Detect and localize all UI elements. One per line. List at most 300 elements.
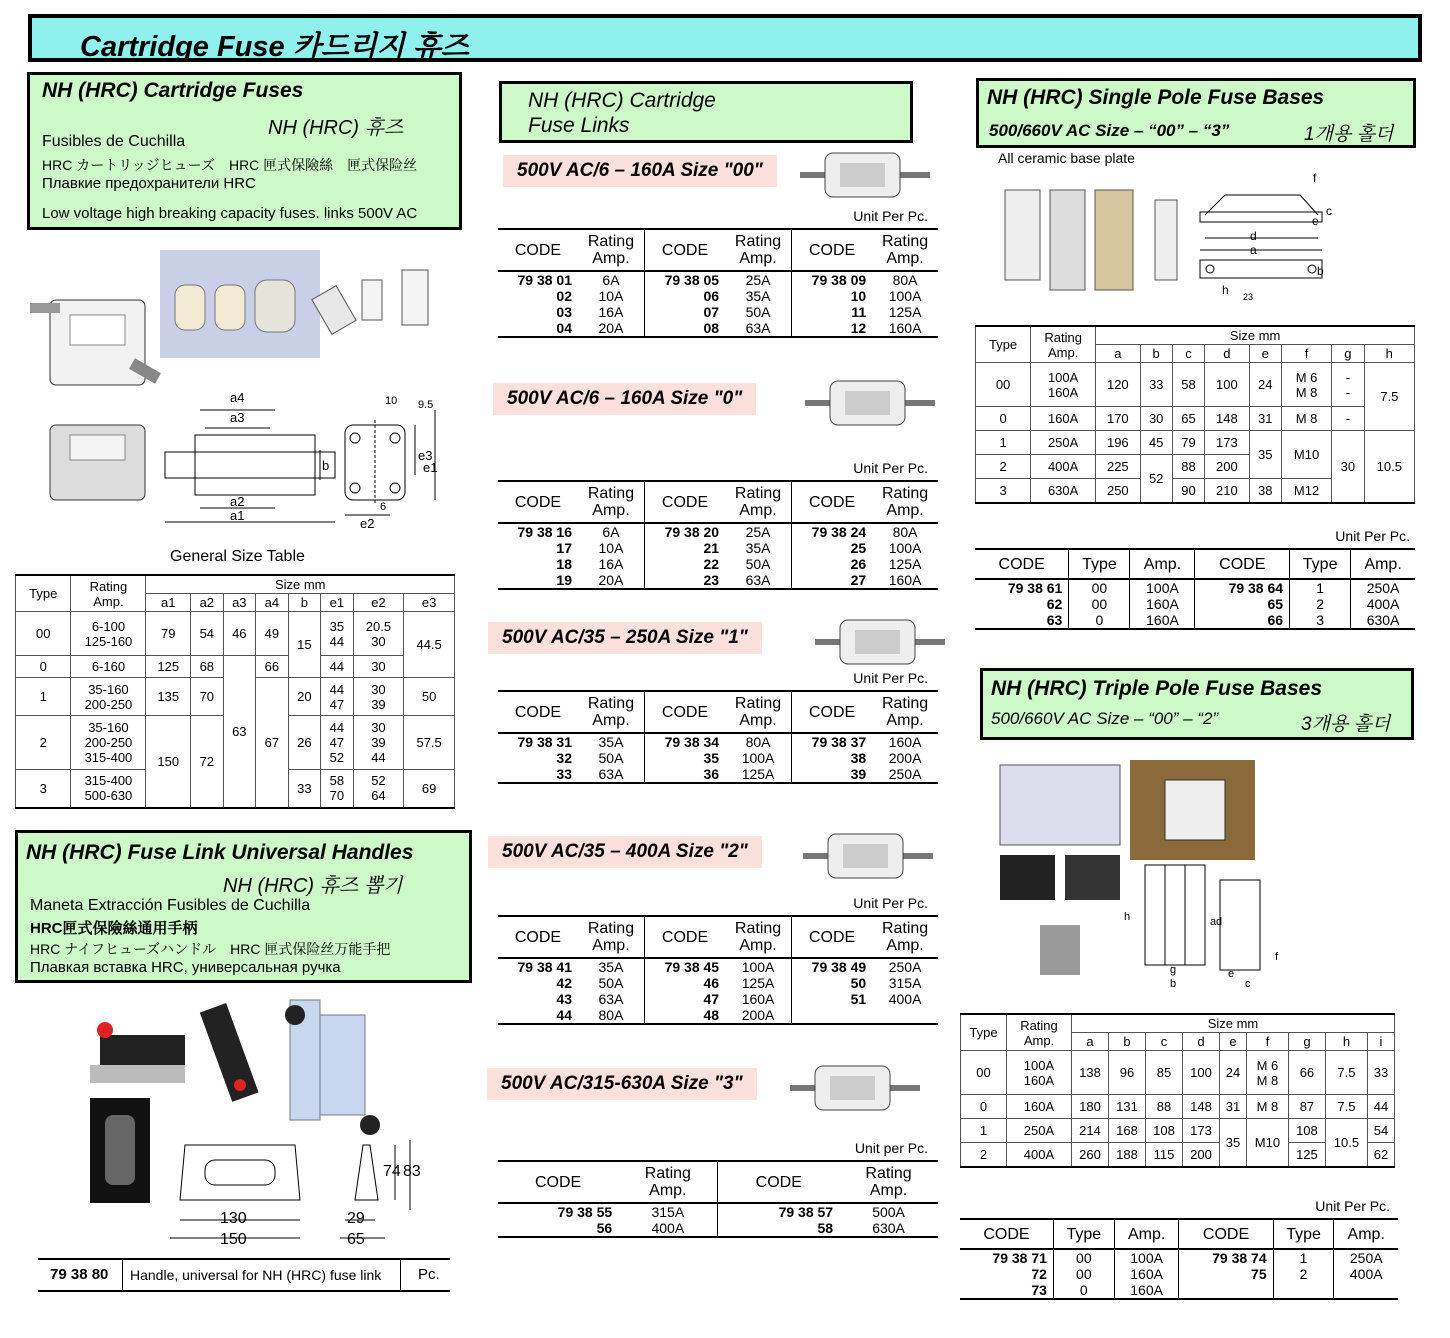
code-cell: 72 <box>1031 1266 1047 1282</box>
size-label: 500V AC/6 – 160A Size "00" <box>503 155 777 187</box>
base-dimension-drawing <box>1124 865 1279 990</box>
cell: 58 <box>1172 363 1204 407</box>
th-code: CODE <box>498 691 578 733</box>
code-cell: 62 <box>1046 596 1063 612</box>
cell: 52 <box>1140 455 1172 503</box>
table-row <box>960 1249 1398 1266</box>
cell: M 8 <box>1281 407 1331 431</box>
cell: 135 <box>146 678 191 716</box>
code-cell: 06 <box>644 288 725 304</box>
cell: 6-160 <box>71 656 146 678</box>
th-rating-line: Rating <box>881 233 929 250</box>
type-cell: 2 <box>1273 1266 1334 1282</box>
th-rating <box>578 229 644 271</box>
single-pole-title: NH (HRC) Single Pole Fuse Bases <box>987 86 1325 109</box>
cell: M 6 M 8 <box>1246 1051 1288 1095</box>
cell: 44.5 <box>404 612 455 678</box>
cell: 88 <box>1145 1095 1182 1119</box>
cell: 214 <box>1071 1119 1108 1143</box>
dim-label: 83 <box>403 1163 421 1180</box>
dim-label: c <box>1245 978 1251 990</box>
triple-pole-subtitle: 500/660V AC Size – “00” – “2” <box>991 709 1219 728</box>
th-rating-line: Rating <box>587 233 635 250</box>
cell: 7.5 <box>1325 1095 1367 1119</box>
code-cell: 79 38 41 <box>517 959 572 975</box>
cell: 46 <box>223 612 256 656</box>
th-rating <box>725 916 791 958</box>
table-row <box>498 523 938 540</box>
cell: 20.5 30 <box>353 612 404 656</box>
cell: 31 <box>1249 407 1281 431</box>
unit-label: Unit Per Pc. <box>853 208 928 224</box>
table-row <box>976 431 1415 455</box>
th-order: CODE <box>1179 1219 1273 1249</box>
th-rating <box>872 481 938 523</box>
dim-label: e1 <box>423 460 438 475</box>
base-photo <box>1040 925 1080 975</box>
handles-box <box>15 830 472 983</box>
code-cell: 11 <box>792 304 873 320</box>
code-cell: 79 38 24 <box>792 523 873 540</box>
code-cell: 79 38 74 <box>1179 1249 1273 1266</box>
amp-cell: 250A <box>1334 1249 1398 1266</box>
th-order: Type <box>1069 549 1130 579</box>
th-col: a2 <box>191 594 224 612</box>
table-row <box>960 1282 1398 1299</box>
cell: 250A <box>1006 1119 1071 1143</box>
th-col: c <box>1145 1033 1182 1051</box>
th-code: CODE <box>498 229 578 271</box>
amp-cell: 160A <box>1114 1282 1179 1299</box>
cell: 62 <box>1367 1143 1394 1167</box>
th-order: Amp. <box>1114 1219 1179 1249</box>
cell: 30 <box>1332 431 1364 503</box>
cell: 00 <box>961 1051 1007 1095</box>
cell: 30 39 <box>353 678 404 716</box>
code-cell: 56 <box>498 1220 618 1237</box>
code-cell: 10 <box>792 288 873 304</box>
code-cell: 38 <box>792 750 873 766</box>
dim-label: 74 <box>383 1163 401 1180</box>
type-cell <box>1273 1282 1334 1299</box>
amp-cell: 250A <box>872 766 938 783</box>
th-type: Type <box>976 326 1031 363</box>
amp-cell: 315A <box>888 975 922 991</box>
code-cell: 18 <box>556 556 572 572</box>
code-cell <box>1179 1282 1273 1299</box>
base-photo <box>1000 765 1120 845</box>
code-cell: 63 <box>975 612 1069 629</box>
th-col: h <box>1364 345 1414 363</box>
cell: 72 <box>191 716 224 808</box>
cell: M10 <box>1281 431 1331 479</box>
amp-cell: 80A <box>578 1007 644 1024</box>
th-rating-line: Amp. <box>869 1182 908 1199</box>
base-photo <box>1095 190 1133 290</box>
dim-label: g <box>1170 964 1177 976</box>
order-table <box>960 1218 1398 1300</box>
base-photo <box>1000 855 1055 900</box>
amp-cell: 25A <box>745 524 771 540</box>
cell: 6-100 125-160 <box>71 612 146 656</box>
th-type: Type <box>961 1014 1007 1051</box>
th-rating: Rating Amp. <box>71 575 146 612</box>
amp-cell: 80A <box>892 272 918 288</box>
cell: 45 <box>1140 431 1172 455</box>
amp-cell: 35A <box>598 734 624 750</box>
th-col: a4 <box>256 594 289 612</box>
th-order: CODE <box>1195 549 1290 579</box>
dim-label: b <box>1170 978 1177 990</box>
size-label: 500V AC/35 – 400A Size "2" <box>488 836 762 868</box>
table-row <box>498 958 938 975</box>
th-size: Size mm <box>1096 326 1415 345</box>
single-pole-unit: Unit Per Pc. <box>1335 528 1410 544</box>
code-cell: 58 <box>718 1220 839 1237</box>
cell: 7.5 <box>1364 363 1414 431</box>
cell: 66 <box>1288 1051 1325 1095</box>
amp-cell: 10A <box>598 540 624 556</box>
amp-cell <box>872 1007 938 1024</box>
dim-label: a4 <box>230 390 245 405</box>
unit-label: Unit Per Pc. <box>853 895 928 911</box>
cell: 630A <box>1031 479 1096 503</box>
code-cell: 35 <box>644 750 725 766</box>
dim-label: 150 <box>220 1231 247 1248</box>
th-code: CODE <box>792 691 873 733</box>
amp-cell: 100A <box>741 959 775 975</box>
cell: 38 <box>1249 479 1281 503</box>
code-cell: 79 38 61 <box>1007 580 1063 596</box>
amp-cell: 50A <box>598 750 624 766</box>
amp-cell: 160A <box>1130 612 1195 629</box>
code-cell: 79 38 57 <box>718 1203 839 1220</box>
th-order: Amp. <box>1351 549 1415 579</box>
dim-label: a <box>1210 916 1217 928</box>
fuse-link-table <box>498 480 938 590</box>
th-code: CODE <box>792 229 873 271</box>
cell: 24 <box>1219 1051 1246 1095</box>
th-col: e <box>1249 345 1281 363</box>
cell: 69 <box>404 770 455 808</box>
th-size: Size mm <box>1071 1014 1394 1033</box>
th-rating-line: Rating <box>644 1165 691 1182</box>
cell: 180 <box>1071 1095 1108 1119</box>
cell: 1 <box>976 431 1031 455</box>
dim-label: b <box>322 458 330 473</box>
th-rating <box>725 691 791 733</box>
cell: 120 <box>1096 363 1140 407</box>
cell: 58 70 <box>321 770 354 808</box>
th-rating-line: Amp. <box>592 502 630 519</box>
th-rating <box>725 229 791 271</box>
th-order: Type <box>1290 549 1351 579</box>
fuse-links-title: NH (HRC) Cartridge <box>528 89 716 112</box>
handles-line: Maneta Extracción Fusibles de Cuchilla <box>30 897 311 914</box>
cell: 210 <box>1205 479 1249 503</box>
th-col: h <box>1325 1033 1367 1051</box>
code-cell: 42 <box>556 975 572 991</box>
cell: 2 <box>16 716 71 770</box>
table-row <box>498 556 938 572</box>
table-row <box>498 572 938 589</box>
th-order: Type <box>1053 1219 1114 1249</box>
code-cell <box>792 1007 873 1024</box>
cell: 2 <box>976 455 1031 479</box>
th-order: Amp. <box>1130 549 1195 579</box>
handle-photo <box>90 1022 185 1083</box>
cell: 33 <box>1140 363 1172 407</box>
handles-subtitle: NH (HRC) 휴즈 뽑기 <box>223 875 403 897</box>
dim-label: d <box>1216 916 1223 928</box>
th-code: CODE <box>498 1161 618 1203</box>
cell: 96 <box>1108 1051 1145 1095</box>
dim-label: 23 <box>1243 292 1254 302</box>
cell: 260 <box>1071 1143 1108 1167</box>
cell: 100 <box>1182 1051 1219 1095</box>
table-row <box>975 612 1415 629</box>
amp-cell: 400A <box>888 991 922 1007</box>
unit-label: Unit Per Pc. <box>853 670 928 686</box>
cell: 15 <box>288 612 321 678</box>
th-rating-line: Rating <box>734 233 782 250</box>
code-cell: 50 <box>792 975 873 991</box>
unit-label: Unit per Pc. <box>854 1140 928 1156</box>
code-cell: 79 38 09 <box>792 271 873 288</box>
header-bar <box>28 14 1422 62</box>
code-cell: 22 <box>644 556 725 572</box>
cell: 63 <box>223 656 256 808</box>
table-row <box>960 1266 1398 1282</box>
code-cell: 79 38 64 <box>1195 579 1290 596</box>
dim-label: h <box>1222 283 1229 297</box>
amp-cell: 100A <box>1130 579 1195 596</box>
amp-cell: 63A <box>725 572 791 589</box>
code-cell: 08 <box>644 320 725 337</box>
table-row <box>498 766 938 783</box>
cell: 68 <box>191 656 224 678</box>
code-cell: 79 38 20 <box>644 523 725 540</box>
type-cell: 0 <box>1069 612 1130 629</box>
cartridge-fuses-subtitle: NH (HRC) 휴즈 <box>268 117 404 139</box>
cell: 85 <box>1145 1051 1182 1095</box>
handle-photo <box>200 1003 259 1102</box>
type-cell: 0 <box>1053 1282 1114 1299</box>
code-cell: 79 38 01 <box>517 272 572 288</box>
code-cell: 19 <box>498 572 578 589</box>
code-cell: 79 38 05 <box>644 271 725 288</box>
code-cell: 48 <box>644 1007 725 1024</box>
amp-cell: 100A <box>888 288 922 304</box>
amp-cell: 160A <box>888 734 922 750</box>
handles-title: NH (HRC) Fuse Link Universal Handles <box>26 841 414 864</box>
code-cell: 21 <box>644 540 725 556</box>
th-code: CODE <box>498 916 578 958</box>
base-photo <box>1005 190 1040 280</box>
cell: 10.5 <box>1364 431 1414 503</box>
cell: 125 <box>1288 1143 1325 1167</box>
handle-unit: Pc. <box>418 1266 440 1283</box>
th-type: Type <box>16 575 71 612</box>
fuse-link-photo <box>800 145 930 205</box>
th-col: e3 <box>404 594 455 612</box>
table-row <box>498 750 938 766</box>
table-row <box>498 271 938 288</box>
cell: M 8 <box>1246 1095 1288 1119</box>
amp-cell: 400A <box>618 1220 718 1237</box>
th-col: e <box>1219 1033 1246 1051</box>
fuse-link-photo <box>815 612 945 672</box>
type-cell: 00 <box>1069 596 1130 612</box>
amp-cell: 100A <box>1114 1249 1179 1266</box>
amp-cell: 20A <box>578 572 644 589</box>
table-row <box>498 991 938 1007</box>
cell: 0 <box>976 407 1031 431</box>
cell: 131 <box>1108 1095 1145 1119</box>
th-rating <box>578 481 644 523</box>
th-rating: Rating Amp. <box>1006 1014 1071 1051</box>
fuse-link-table <box>498 1160 938 1238</box>
cartridge-fuses-line: Плавкие предохранители HRC <box>42 175 256 192</box>
cell: 57.5 <box>404 716 455 770</box>
code-cell: 39 <box>792 766 873 783</box>
cell: 49 <box>256 612 289 656</box>
cell: 108 <box>1145 1119 1182 1143</box>
amp-cell: 630A <box>1351 612 1415 629</box>
th-rating-line: Rating <box>587 485 635 502</box>
cell: 30 39 44 <box>353 716 404 770</box>
cell: 200 <box>1205 455 1249 479</box>
th-col: a <box>1071 1033 1108 1051</box>
cell: - <box>1332 407 1364 431</box>
fuse-dimension-drawing <box>160 380 450 535</box>
handle-order-row <box>38 1258 450 1292</box>
cell: 44 47 <box>321 678 354 716</box>
th-rating-line: Rating <box>734 695 782 712</box>
amp-cell: 500A <box>872 1204 905 1220</box>
th-rating-line: Rating <box>865 1165 912 1182</box>
cell: 148 <box>1205 407 1249 431</box>
single-pole-subtitle-ko: 1개용 홀더 <box>1304 124 1394 145</box>
cell: 79 <box>146 612 191 656</box>
type-cell: 00 <box>1069 579 1130 596</box>
cell: 150 <box>146 716 191 808</box>
size-label: 500V AC/315-630A Size "3" <box>487 1068 757 1100</box>
fuse-link-table <box>498 915 938 1025</box>
cell: 35 <box>1249 431 1281 479</box>
amp-cell <box>1334 1282 1398 1299</box>
table-row <box>961 1051 1395 1095</box>
th-code: CODE <box>644 916 725 958</box>
cell: 54 <box>1367 1119 1394 1143</box>
size-table <box>960 1013 1395 1168</box>
th-rating-line: Amp. <box>592 250 630 267</box>
base-photo <box>1155 200 1177 280</box>
cell: 400A <box>1006 1143 1071 1167</box>
cell: 70 <box>191 678 224 716</box>
table-row <box>961 1119 1395 1143</box>
th-code: CODE <box>792 481 873 523</box>
amp-cell: 16A <box>598 304 624 320</box>
cell: 250 <box>1096 479 1140 503</box>
cartridge-fuses-box <box>27 72 462 230</box>
code-cell: 03 <box>556 304 572 320</box>
th-rating <box>872 691 938 733</box>
amp-cell: 125A <box>888 556 922 572</box>
amp-cell: 200A <box>888 750 922 766</box>
th-rating-line: Rating <box>587 920 635 937</box>
table-row <box>961 1095 1395 1119</box>
dim-label: e3 <box>418 448 433 463</box>
cartridge-fuses-title: NH (HRC) Cartridge Fuses <box>42 79 304 102</box>
code-cell: 51 <box>792 991 873 1007</box>
handle-desc: Handle, universal for NH (HRC) fuse link <box>130 1267 382 1283</box>
table-row <box>498 288 938 304</box>
cartridge-fuses-line: HRC カートリッジヒューズ HRC 匣式保險絲 匣式保险丝 <box>42 157 418 173</box>
dim-label: 29 <box>347 1210 365 1227</box>
th-rating <box>872 229 938 271</box>
th-col: c <box>1172 345 1204 363</box>
amp-cell: 6A <box>602 272 620 288</box>
dim-label: a <box>1250 243 1257 257</box>
single-pole-note: All ceramic base plate <box>998 150 1135 166</box>
cell: 125 <box>146 656 191 678</box>
cell: M12 <box>1281 479 1331 503</box>
type-cell: 1 <box>1273 1249 1334 1266</box>
cell: 250A <box>1031 431 1096 455</box>
cell: 00 <box>976 363 1031 407</box>
cell: 54 <box>191 612 224 656</box>
th-col: e1 <box>321 594 354 612</box>
code-cell: 02 <box>556 288 572 304</box>
triple-pole-subtitle-ko: 3개용 홀더 <box>1301 714 1391 735</box>
code-cell: 12 <box>792 320 873 337</box>
th-code: CODE <box>644 691 725 733</box>
th-col: a1 <box>146 594 191 612</box>
code-cell: 73 <box>960 1282 1053 1299</box>
cell: 31 <box>1219 1095 1246 1119</box>
th-col: f <box>1246 1033 1288 1051</box>
type-cell: 00 <box>1053 1266 1114 1282</box>
code-cell: 79 38 37 <box>792 733 873 750</box>
cell: 115 <box>1145 1143 1182 1167</box>
table-row <box>498 733 938 750</box>
fuse-photo <box>402 270 428 325</box>
table-row <box>976 407 1415 431</box>
code-cell: 36 <box>644 766 725 783</box>
triple-pole-drawings <box>990 755 1290 995</box>
amp-cell: 50A <box>598 975 624 991</box>
amp-cell: 16A <box>598 556 624 572</box>
th-rating-line: Rating <box>587 695 635 712</box>
amp-cell: 100A <box>741 750 775 766</box>
amp-cell: 160A <box>741 991 775 1007</box>
th-rating <box>839 1161 938 1203</box>
cell: 0 <box>961 1095 1007 1119</box>
cell: 33 <box>1367 1051 1394 1095</box>
amp-cell: 250A <box>888 959 922 975</box>
th-rating-line: Rating <box>734 485 782 502</box>
handle-drawings <box>85 995 455 1250</box>
cell: 173 <box>1205 431 1249 455</box>
cell: 67 <box>256 678 289 808</box>
amp-cell: 35A <box>745 540 771 556</box>
code-cell: 26 <box>792 556 873 572</box>
code-cell: 79 38 16 <box>517 524 572 540</box>
code-cell: 79 38 71 <box>992 1250 1047 1266</box>
handle-photo <box>285 1000 380 1135</box>
th-col: a3 <box>223 594 256 612</box>
